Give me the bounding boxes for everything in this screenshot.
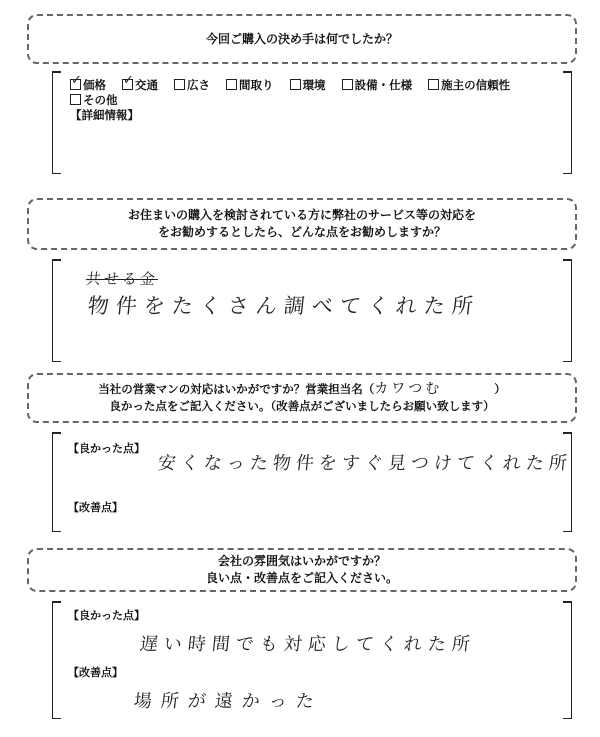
question-1-box xyxy=(27,14,577,64)
option-transport[interactable]: ✓ 交通 xyxy=(122,78,158,93)
checkbox-icon[interactable] xyxy=(226,79,237,90)
question-3-line1: 当社の営業マンの対応はいかがですか？営業担当名（カワつむ ） xyxy=(98,381,506,397)
option-equipment[interactable]: 設備・仕様 xyxy=(342,78,413,93)
question-2-box xyxy=(27,198,577,250)
question-4-box xyxy=(27,548,577,592)
sales-rep-name: カワつむ xyxy=(374,381,443,397)
checkbox-checked-icon[interactable] xyxy=(122,79,133,90)
question-4-line2: 良い点・改善点をご記入ください。 xyxy=(205,571,398,585)
question-2-line1: お住まいの購入を検討されている方に弊社のサービス等の対応を xyxy=(127,208,476,222)
checkbox-icon[interactable] xyxy=(342,79,353,90)
decision-options xyxy=(70,78,570,123)
question-4-line1: 会社の雰囲気はいかがですか？ xyxy=(217,554,386,568)
checkbox-icon[interactable] xyxy=(174,79,185,90)
question-3-box xyxy=(27,373,577,423)
q4-improve-handwriting: 場所が遠かった xyxy=(132,691,324,712)
q3-good-handwriting: 安くなった物件をすぐ見つけてくれた所 xyxy=(156,453,573,474)
question-3-line2: 良かった点をご記入ください。（改善点がございましたらお願い致します） xyxy=(109,399,495,413)
checkbox-icon[interactable] xyxy=(290,79,301,90)
struck-out-text: 共せる金 xyxy=(85,270,159,288)
details-label: 【詳細情報】 xyxy=(70,108,139,122)
q3-good-label: 【良かった点】 xyxy=(68,442,145,455)
q4-good-handwriting: 遅い時間でも対応してくれた所 xyxy=(138,634,477,655)
option-builder-trust[interactable]: 施主の信頼性 xyxy=(428,78,510,93)
checkbox-icon[interactable] xyxy=(428,79,439,90)
q4-good-label: 【良かった点】 xyxy=(68,609,145,622)
option-environment[interactable]: 環境 xyxy=(290,78,326,93)
answer-2-handwriting: 物件をたくさん調べてくれた所 xyxy=(86,294,482,318)
q3-improve-label: 【改善点】 xyxy=(68,501,123,514)
question-1-text: 今回ご購入の決め手は何でしたか？ xyxy=(205,31,398,46)
q4-improve-label: 【改善点】 xyxy=(68,666,123,679)
option-price[interactable]: ✓価格 xyxy=(70,78,106,93)
checkbox-icon[interactable] xyxy=(70,94,81,105)
option-other[interactable]: その他 xyxy=(70,93,118,108)
option-floorplan[interactable]: 間取り xyxy=(226,78,274,93)
checkbox-checked-icon[interactable] xyxy=(70,79,81,90)
option-size[interactable]: 広さ xyxy=(174,78,210,93)
question-2-line2: をお勧めするとしたら、どんな点をお勧めしますか？ xyxy=(157,225,446,239)
